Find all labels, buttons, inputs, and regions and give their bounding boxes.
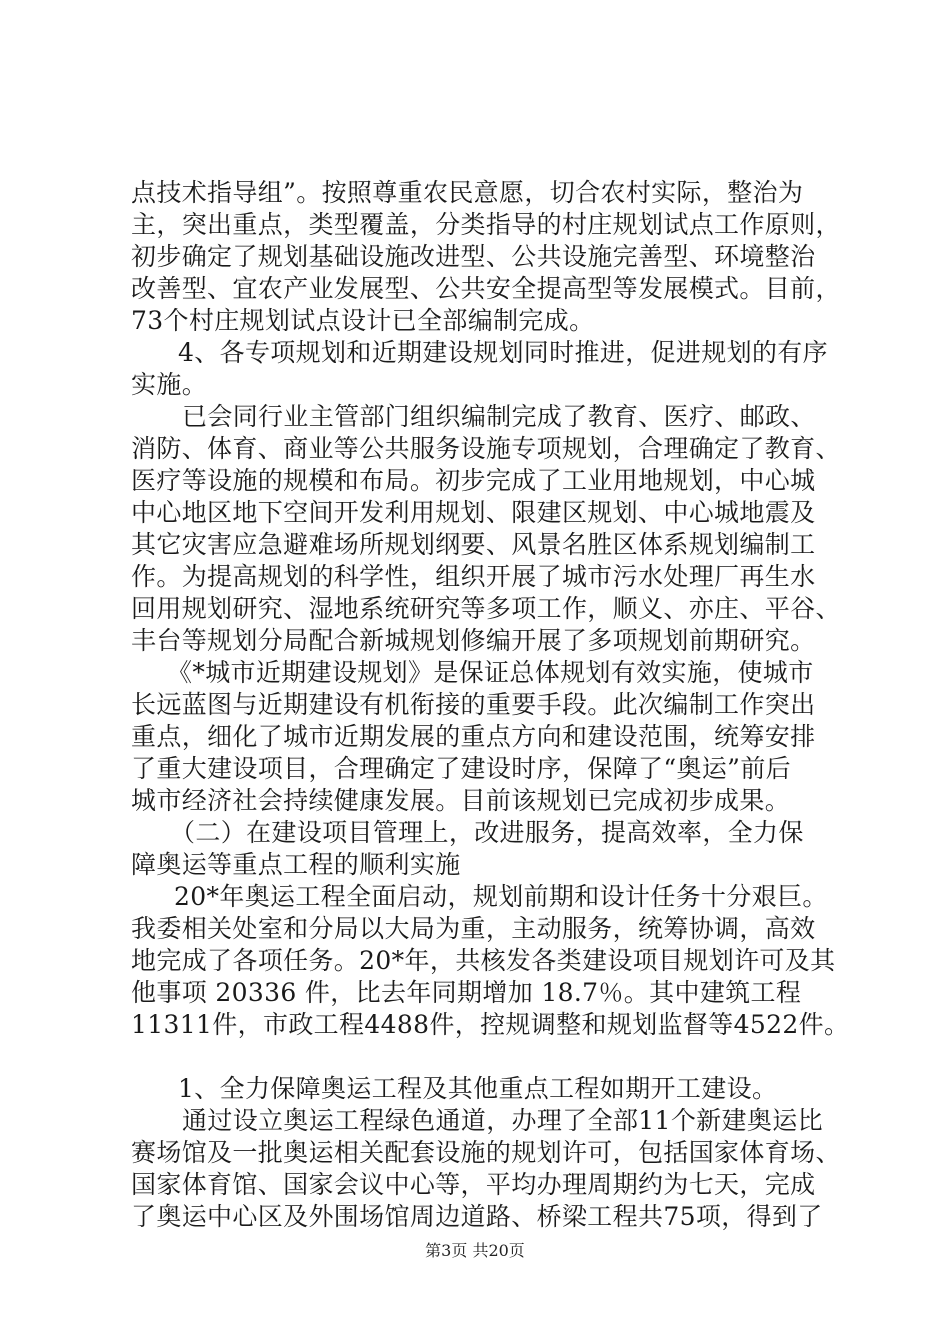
text-line: 国家体育馆、国家会议中心等，平均办理周期约为七天，完成: [131, 1170, 816, 1199]
text-line: 中心地区地下空间开发利用规划、限建区规划、中心城地震及: [131, 498, 816, 527]
text-line: 医疗等设施的规模和布局。初步完成了工业用地规划，中心城: [131, 466, 816, 495]
text-line: 地完成了各项任务。20*年，共核发各类建设项目规划许可及其: [131, 946, 836, 975]
text-line: 改善型、宜农产业发展型、公共安全提高型等发展模式。目前，: [131, 274, 841, 303]
text-line: 其它灾害应急避难场所规划纲要、风景名胜区体系规划编制工: [131, 530, 816, 559]
text-line: 点技术指导组”。按照尊重农民意愿，切合农村实际，整治为: [131, 178, 804, 207]
paragraph-start: 已会同行业主管部门组织编制完成了教育、医疗、邮政、: [182, 402, 816, 431]
text-line: 初步确定了规划基础设施改进型、公共设施完善型、环境整治: [131, 242, 816, 271]
text-line: 回用规划研究、湿地系统研究等多项工作，顺义、亦庄、平谷、: [131, 594, 841, 623]
text-line: 城市经济社会持续健康发展。目前该规划已完成初步成果。: [131, 786, 791, 815]
section-heading: （二）在建设项目管理上，改进服务，提高效率，全力保: [170, 818, 804, 847]
text-line: 丰台等规划分局配合新城规划修编开展了多项规划前期研究。: [131, 626, 816, 655]
text-line: 他事项 20336 件，比去年同期增加 18.7％。其中建筑工程: [131, 978, 802, 1007]
text-line: 作。为提高规划的科学性，组织开展了城市污水处理厂再生水: [131, 562, 816, 591]
text-line: 长远蓝图与近期建设有机衔接的重要手段。此次编制工作突出: [131, 690, 816, 719]
section-heading: 1、全力保障奥运工程及其他重点工程如期开工建设。: [178, 1074, 778, 1103]
text-line: 了重大建设项目，合理确定了建设时序，保障了“奥运”前后: [131, 754, 792, 783]
text-line: 赛场馆及一批奥运相关配套设施的规划许可，包括国家体育场、: [131, 1138, 841, 1167]
text-line: 消防、体育、商业等公共服务设施专项规划，合理确定了教育、: [131, 434, 841, 463]
text-line: 障奥运等重点工程的顺利实施: [131, 850, 461, 879]
text-line: 我委相关处室和分局以大局为重，主动服务，统筹协调，高效: [131, 914, 816, 943]
text-line: 重点，细化了城市近期发展的重点方向和建设范围，统筹安排: [131, 722, 816, 751]
paragraph-start: 20*年奥运工程全面启动，规划前期和设计任务十分艰巨。: [174, 882, 828, 911]
text-line: 主，突出重点，类型覆盖，分类指导的村庄规划试点工作原则，: [131, 210, 841, 239]
text-line: 实施。: [131, 370, 208, 399]
text-line: 73个村庄规划试点设计已全部编制完成。: [131, 306, 595, 335]
text-line: 11311件，市政工程4488件，控规调整和规划监督等4522件。: [131, 1010, 850, 1039]
text-line: 了奥运中心区及外围场馆周边道路、桥梁工程共75项，得到了: [131, 1202, 823, 1231]
paragraph-start: 通过设立奥运工程绿色通道，办理了全部11个新建奥运比: [182, 1106, 823, 1135]
paragraph-start: 《*城市近期建设规划》是保证总体规划有效实施，使城市: [167, 658, 814, 687]
section-heading: 4、各专项规划和近期建设规划同时推进，促进规划的有序: [178, 338, 829, 367]
page-number: 第3页 共20页: [425, 1241, 525, 1260]
